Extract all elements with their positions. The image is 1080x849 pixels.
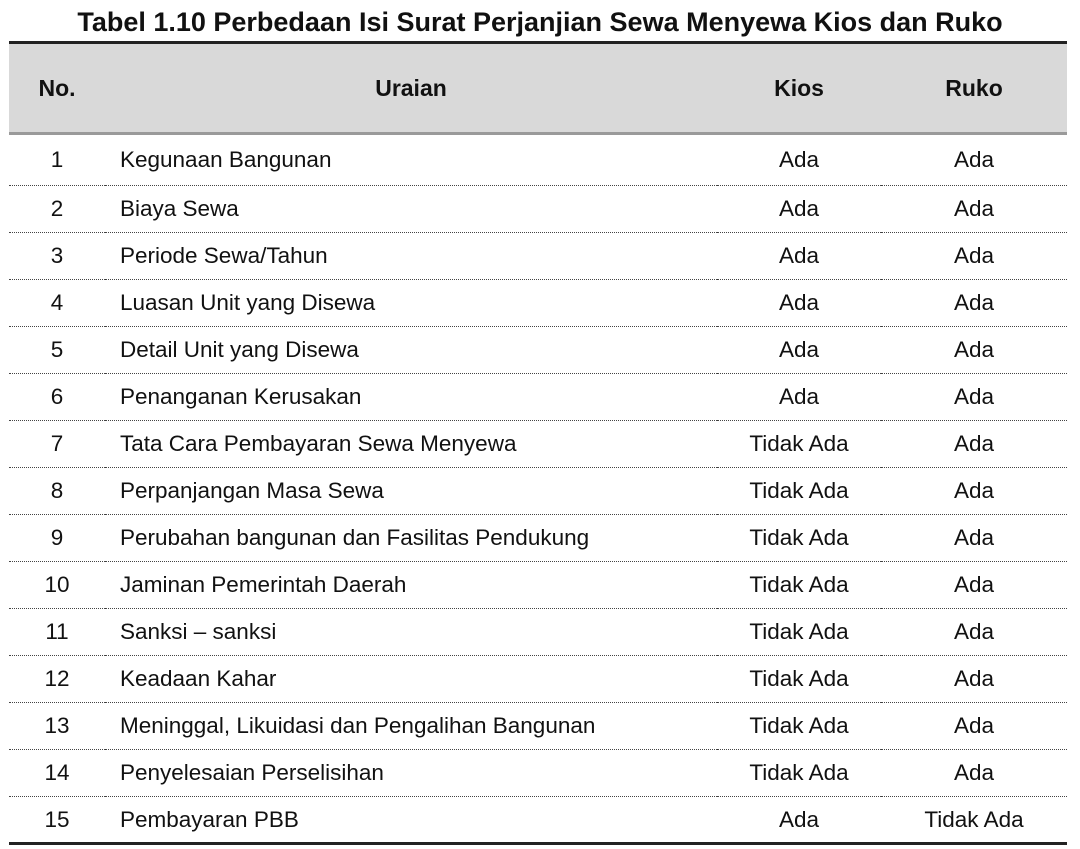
cell-kios: Tidak Ada: [717, 750, 881, 797]
cell-no: 7: [9, 421, 105, 468]
header-ruko: Ruko: [881, 43, 1067, 134]
table-row: [9, 186, 1067, 233]
table-row: [9, 797, 1067, 844]
cell-no: 1: [9, 134, 105, 186]
table-row: [9, 562, 1067, 609]
cell-kios: Tidak Ada: [717, 421, 881, 468]
cell-ruko: Ada: [881, 374, 1067, 421]
table-row: [9, 703, 1067, 750]
cell-ruko: Ada: [881, 421, 1067, 468]
cell-uraian: Penyelesaian Perselisihan: [105, 750, 717, 797]
cell-no: 12: [9, 656, 105, 703]
table-row: [9, 374, 1067, 421]
cell-kios: Ada: [717, 134, 881, 186]
cell-no: 3: [9, 233, 105, 280]
header-row: [9, 43, 1067, 134]
cell-kios: Tidak Ada: [717, 656, 881, 703]
cell-kios: Ada: [717, 280, 881, 327]
table-title: Tabel 1.10 Perbedaan Isi Surat Perjanjian Sewa Menyewa Kios dan Ruko: [77, 7, 1003, 37]
table-body: [9, 134, 1067, 844]
cell-uraian: Luasan Unit yang Disewa: [105, 280, 717, 327]
cell-kios: Ada: [717, 797, 881, 844]
cell-no: 11: [9, 609, 105, 656]
table-row: [9, 656, 1067, 703]
header-uraian: Uraian: [105, 43, 717, 134]
table-header: [9, 43, 1067, 134]
cell-ruko: Ada: [881, 609, 1067, 656]
cell-kios: Ada: [717, 374, 881, 421]
cell-kios: Tidak Ada: [717, 468, 881, 515]
cell-uraian: Kegunaan Bangunan: [105, 134, 717, 186]
cell-no: 4: [9, 280, 105, 327]
comparison-table: [9, 41, 1067, 845]
cell-no: 14: [9, 750, 105, 797]
cell-no: 10: [9, 562, 105, 609]
cell-kios: Tidak Ada: [717, 609, 881, 656]
cell-ruko: Ada: [881, 134, 1067, 186]
cell-uraian: Detail Unit yang Disewa: [105, 327, 717, 374]
cell-ruko: Ada: [881, 468, 1067, 515]
cell-no: 15: [9, 797, 105, 844]
cell-uraian: Keadaan Kahar: [105, 656, 717, 703]
cell-no: 6: [9, 374, 105, 421]
cell-no: 9: [9, 515, 105, 562]
cell-uraian: Penanganan Kerusakan: [105, 374, 717, 421]
table-row: [9, 750, 1067, 797]
table-row: [9, 421, 1067, 468]
table-row: [9, 468, 1067, 515]
table-container: [9, 41, 1067, 845]
cell-uraian: Sanksi – sanksi: [105, 609, 717, 656]
cell-uraian: Tata Cara Pembayaran Sewa Menyewa: [105, 421, 717, 468]
cell-ruko: Ada: [881, 562, 1067, 609]
cell-uraian: Biaya Sewa: [105, 186, 717, 233]
cell-kios: Tidak Ada: [717, 515, 881, 562]
header-kios: Kios: [717, 43, 881, 134]
cell-uraian: Perubahan bangunan dan Fasilitas Pendukung: [105, 515, 717, 562]
cell-ruko: Ada: [881, 186, 1067, 233]
cell-no: 13: [9, 703, 105, 750]
cell-ruko: Ada: [881, 750, 1067, 797]
header-no: No.: [9, 43, 105, 134]
cell-ruko: Ada: [881, 327, 1067, 374]
table-row: [9, 515, 1067, 562]
cell-kios: Ada: [717, 186, 881, 233]
cell-ruko: Ada: [881, 703, 1067, 750]
cell-kios: Ada: [717, 327, 881, 374]
cell-kios: Tidak Ada: [717, 562, 881, 609]
cell-kios: Tidak Ada: [717, 703, 881, 750]
table-row: [9, 134, 1067, 186]
cell-ruko: Ada: [881, 656, 1067, 703]
table-row: [9, 327, 1067, 374]
cell-uraian: Periode Sewa/Tahun: [105, 233, 717, 280]
cell-ruko: Ada: [881, 515, 1067, 562]
cell-no: 2: [9, 186, 105, 233]
cell-no: 5: [9, 327, 105, 374]
cell-kios: Ada: [717, 233, 881, 280]
cell-ruko: Ada: [881, 233, 1067, 280]
cell-ruko: Tidak Ada: [881, 797, 1067, 844]
cell-ruko: Ada: [881, 280, 1067, 327]
table-row: [9, 233, 1067, 280]
cell-uraian: Pembayaran PBB: [105, 797, 717, 844]
table-row: [9, 280, 1067, 327]
cell-uraian: Perpanjangan Masa Sewa: [105, 468, 717, 515]
cell-no: 8: [9, 468, 105, 515]
cell-uraian: Jaminan Pemerintah Daerah: [105, 562, 717, 609]
table-row: [9, 609, 1067, 656]
cell-uraian: Meninggal, Likuidasi dan Pengalihan Bangunan: [105, 703, 717, 750]
